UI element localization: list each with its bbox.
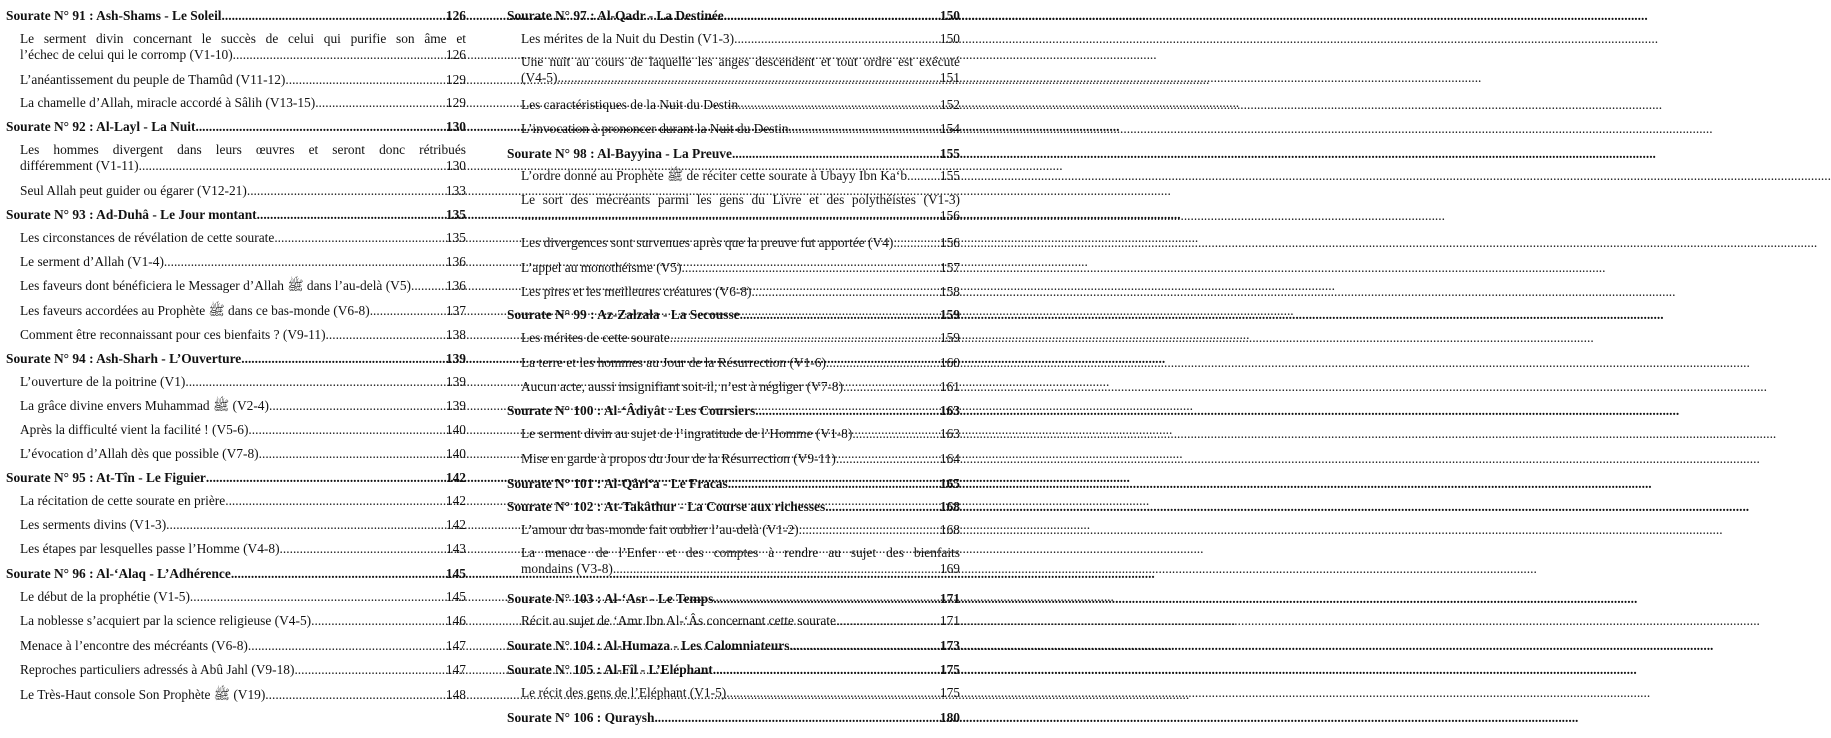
entry-title: Les divergences sont survenues après que la preuve fut apportée (V4)	[521, 235, 894, 250]
page-number: 168	[939, 522, 960, 537]
dot-leader	[907, 168, 939, 184]
page-number: 150	[939, 31, 960, 46]
page-number: 126	[445, 8, 466, 23]
dot-leader	[789, 638, 938, 654]
dot-leader	[370, 303, 445, 319]
toc-subentry[interactable]	[521, 97, 960, 113]
toc-subentry[interactable]	[521, 545, 960, 578]
toc-subentry[interactable]	[521, 355, 960, 371]
page-number: 147	[445, 638, 466, 653]
entry-title: Sourate N° 95 : At-Tîn - Le Figuier	[6, 470, 206, 485]
dot-leader	[190, 589, 445, 605]
entry-title: L’invocation à prononcer durant la Nuit du Destin	[521, 121, 789, 136]
toc-subentry[interactable]	[20, 446, 466, 462]
page-number: 139	[445, 398, 466, 413]
page-number: 168	[939, 499, 960, 514]
dot-leader	[225, 493, 445, 509]
page-number: 135	[445, 207, 466, 222]
entry-title-line: La menace de l’Enfer et des comptes à rendre au sujet des bienfaits	[521, 545, 960, 560]
page-number: 137	[445, 303, 466, 318]
toc-subentry[interactable]	[521, 54, 960, 87]
surah-heading-entry[interactable]	[6, 566, 466, 582]
surah-heading-entry[interactable]	[6, 470, 466, 486]
entry-title: Comment être reconnaissant pour ces bienfaits ? (V9-11)	[20, 327, 326, 342]
entry-title-line: Une nuit au cours de laquelle les anges descendent et tout ordre est exécuté	[521, 54, 960, 69]
page-number: 143	[445, 541, 466, 556]
entry-title: Le début de la prophétie (V1-5)	[20, 589, 190, 604]
toc-subentry[interactable]	[521, 613, 960, 629]
page-number: 145	[445, 589, 466, 604]
page-number: 175	[939, 685, 960, 700]
dot-leader	[713, 591, 939, 607]
dot-leader	[248, 638, 445, 654]
surah-heading-entry[interactable]	[507, 476, 960, 492]
page-number: 145	[445, 566, 466, 581]
entry-title: Sourate N° 93 : Ad-Duhâ - Le Jour montant	[6, 207, 257, 222]
toc-subentry[interactable]	[20, 662, 466, 678]
page-number: 151	[939, 70, 960, 86]
dot-leader	[265, 687, 445, 703]
toc-subentry[interactable]	[20, 72, 466, 88]
page-number: 130	[445, 158, 466, 174]
entry-title: L’évocation d’Allah dès que possible (V7-8)	[20, 446, 259, 461]
toc-subentry[interactable]	[20, 374, 466, 390]
page-number: 158	[939, 284, 960, 299]
toc-column-left	[6, 0, 466, 738]
dot-leader	[326, 327, 445, 343]
entry-title: Sourate N° 105 : Al-Fîl - L’Eléphant	[507, 662, 713, 677]
dot-leader	[724, 8, 939, 24]
toc-subentry[interactable]	[20, 638, 466, 654]
toc-subentry[interactable]	[20, 517, 466, 533]
page-number: 135	[445, 230, 466, 245]
toc-subentry[interactable]	[521, 31, 960, 47]
dot-leader	[521, 208, 939, 224]
page-number: 139	[445, 351, 466, 366]
surah-heading-entry[interactable]	[6, 8, 466, 24]
dot-leader	[139, 158, 445, 174]
toc-subentry[interactable]	[521, 522, 960, 538]
toc-subentry[interactable]	[20, 541, 466, 557]
entry-title: Le Très-Haut console Son Prophète ﷺ (V19)	[20, 687, 266, 702]
dot-leader	[195, 119, 444, 135]
entry-title: Sourate N° 104 : Al-Humaza - Les Calomniateurs	[507, 638, 790, 653]
surah-heading-entry[interactable]	[507, 662, 960, 678]
toc-subentry[interactable]	[20, 422, 466, 438]
entry-title: Le récit des gens de l’Eléphant (V1-5)	[521, 685, 727, 700]
page-number: 142	[445, 470, 466, 485]
entry-title: L’amour du bas-monde fait oublier l’au-delà (V1-2)	[521, 522, 799, 537]
page-number: 171	[939, 613, 960, 628]
page-number: 163	[939, 403, 960, 418]
surah-heading-entry[interactable]	[507, 638, 960, 654]
dot-leader	[259, 446, 445, 462]
entry-title: Le serment divin au sujet de l’ingratitude de l’Homme (V1-8)	[521, 426, 853, 441]
entry-title: Sourate N° 92 : Al-Layl - La Nuit	[6, 119, 196, 134]
entry-title: Les étapes par lesquelles passe l’Homme (V4-8)	[20, 541, 280, 556]
surah-heading-entry[interactable]	[507, 591, 960, 607]
toc-subentry[interactable]	[521, 379, 960, 395]
page-number: 163	[939, 426, 960, 441]
entry-title: Seul Allah peut guider ou égarer (V12-21)	[20, 183, 247, 198]
dot-leader	[231, 566, 445, 582]
entry-title: La chamelle d’Allah, miracle accordé à Sâlih (V13-15)	[20, 95, 316, 110]
page-number: 160	[939, 355, 960, 370]
dot-leader	[311, 613, 445, 629]
surah-heading-entry[interactable]	[507, 8, 960, 24]
toc-subentry[interactable]	[521, 284, 960, 300]
page-number: 138	[445, 327, 466, 342]
page-number: 155	[939, 146, 960, 161]
entry-title: Sourate N° 106 : Quraysh	[507, 710, 655, 725]
dot-leader	[740, 307, 939, 323]
entry-title: Les faveurs dont bénéficiera le Messager d’Allah ﷺ dans l’au-delà (V5)	[20, 278, 411, 293]
page-number: 146	[445, 613, 466, 628]
entry-title: Sourate N° 100 : Al-‘Âdiyât - Les Coursiers	[507, 403, 756, 418]
page-number: 130	[445, 119, 466, 134]
dot-leader	[411, 278, 445, 294]
entry-title: Menace à l’encontre des mécréants (V6-8)	[20, 638, 248, 653]
page-number: 154	[939, 121, 960, 136]
toc-subentry[interactable]	[521, 260, 960, 276]
dot-leader	[852, 426, 939, 442]
dot-leader	[233, 47, 445, 63]
dot-leader	[166, 517, 445, 533]
page-number: 139	[445, 374, 466, 389]
dot-leader	[728, 476, 939, 492]
page-number: 126	[445, 47, 466, 63]
dot-leader	[247, 183, 445, 199]
entry-title: Sourate N° 91 : Ash-Shams - Le Soleil	[6, 8, 222, 23]
toc-subentry[interactable]	[20, 303, 466, 319]
entry-title-line: Les hommes divergent dans leurs œuvres et seront donc rétribués	[20, 142, 466, 157]
entry-title: Après la difficulté vient la facilité ! (V5-6)	[20, 422, 249, 437]
dot-leader	[893, 235, 939, 251]
page-number: 140	[445, 422, 466, 437]
surah-heading-entry[interactable]	[507, 403, 960, 419]
entry-title: Le serment d’Allah (V1-4)	[20, 254, 164, 269]
surah-heading-entry[interactable]	[507, 146, 960, 162]
surah-heading-entry[interactable]	[6, 119, 466, 135]
entry-title: (V4-5)	[521, 70, 558, 86]
dot-leader	[752, 284, 939, 300]
dot-leader	[732, 146, 939, 162]
dot-leader	[294, 662, 444, 678]
surah-heading-entry[interactable]	[507, 710, 960, 726]
entry-title: Sourate N° 103 : Al-‘Asr - Le Temps	[507, 591, 714, 606]
entry-title: La terre et les hommes au Jour de la Résurrection (V1-6)	[521, 355, 826, 370]
toc-subentry[interactable]	[20, 183, 466, 199]
toc-subentry[interactable]	[521, 451, 960, 467]
dot-leader	[738, 97, 939, 113]
dot-leader	[654, 710, 938, 726]
dot-leader	[825, 499, 939, 515]
dot-leader	[315, 95, 445, 111]
dot-leader	[185, 374, 445, 390]
dot-leader	[799, 522, 939, 538]
entry-title: Les faveurs accordées au Prophète ﷺ dans ce bas-monde (V6-8)	[20, 303, 370, 318]
toc-subentry[interactable]	[521, 235, 960, 251]
toc-subentry[interactable]	[20, 254, 466, 270]
page-number: 147	[445, 662, 466, 677]
page-number: 169	[939, 561, 960, 577]
entry-title: Mise en garde à propos du Jour de la Résurrection (V9-11)	[521, 451, 836, 466]
toc-subentry[interactable]	[521, 192, 960, 225]
page-number: 152	[939, 97, 960, 112]
dot-leader	[269, 398, 445, 414]
page-number: 136	[445, 278, 466, 293]
page-number: 136	[445, 254, 466, 269]
dot-leader	[734, 31, 939, 47]
entry-title: mondains (V3-8)	[521, 561, 613, 577]
page-number: 155	[939, 168, 960, 183]
dot-leader	[206, 470, 445, 486]
page-number: 129	[445, 72, 466, 87]
toc-subentry[interactable]	[20, 278, 466, 294]
page-number: 159	[939, 330, 960, 345]
toc-subentry[interactable]	[521, 168, 960, 184]
dot-leader	[248, 422, 444, 438]
entry-title: L’ouverture de la poitrine (V1)	[20, 374, 186, 389]
dot-leader	[557, 70, 938, 86]
entry-title: L’appel au monothéisme (V5)	[521, 260, 682, 275]
entry-title: L’ordre donné au Prophète ﷺ de réciter cette sourate à Ubayy Ibn Ka‘b	[521, 168, 908, 183]
entry-title: La noblesse s’acquiert par la science religieuse (V4-5)	[20, 613, 312, 628]
dot-leader	[613, 561, 939, 577]
entry-title-line: Le serment divin concernant le succès de celui qui purifie son âme et	[20, 31, 466, 46]
entry-title: Aucun acte, aussi insignifiant soit-il, n’est à négliger (V7-8)	[521, 379, 844, 394]
entry-title: Les circonstances de révélation de cette sourate	[20, 230, 275, 245]
entry-title: différemment (V1-11)	[20, 158, 139, 174]
entry-title: Reproches particuliers adressés à Abû Jahl (V9-18)	[20, 662, 295, 677]
page-number: 173	[939, 638, 960, 653]
surah-heading-entry[interactable]	[6, 351, 466, 367]
toc-subentry[interactable]	[20, 31, 466, 64]
toc-subentry[interactable]	[521, 685, 960, 701]
entry-title: Les serments divins (V1-3)	[20, 517, 167, 532]
toc-subentry[interactable]	[521, 426, 960, 442]
dot-leader	[285, 72, 445, 88]
page-number: 175	[939, 662, 960, 677]
entry-title: Les mérites de cette sourate	[521, 330, 670, 345]
page-number: 157	[939, 260, 960, 275]
toc-subentry[interactable]	[20, 95, 466, 111]
entry-title: La grâce divine envers Muhammad ﷺ (V2-4)	[20, 398, 269, 413]
page-number: 140	[445, 446, 466, 461]
page-number: 171	[939, 591, 960, 606]
dot-leader	[836, 451, 939, 467]
dot-leader	[257, 207, 445, 223]
dot-leader	[843, 379, 939, 395]
toc-subentry[interactable]	[20, 327, 466, 343]
toc-subentry[interactable]	[20, 613, 466, 629]
toc-subentry[interactable]	[521, 330, 960, 346]
surah-heading-entry[interactable]	[507, 307, 960, 323]
entry-title: L’anéantissement du peuple de Thamûd (V11-12)	[20, 72, 286, 87]
page-number: 142	[445, 493, 466, 508]
toc-subentry[interactable]	[20, 687, 466, 703]
page-number: 159	[939, 307, 960, 322]
toc-subentry[interactable]	[20, 398, 466, 414]
entry-title: l’échec de celui qui le corromp (V1-10)	[20, 47, 233, 63]
page-number: 129	[445, 95, 466, 110]
dot-leader	[726, 685, 939, 701]
surah-heading-entry[interactable]	[507, 499, 960, 515]
toc-subentry[interactable]	[521, 121, 960, 137]
dot-leader	[222, 8, 445, 24]
dot-leader	[241, 351, 445, 367]
entry-title: Sourate N° 101 : Al-Qâri‘a - Le Fracas	[507, 476, 728, 491]
dot-leader	[755, 403, 939, 419]
entry-title: Sourate N° 98 : Al-Bayyina - La Preuve	[507, 146, 732, 161]
dot-leader	[164, 254, 445, 270]
entry-title: La récitation de cette sourate en prière	[20, 493, 226, 508]
entry-title: Sourate N° 94 : Ash-Sharh - L’Ouverture	[6, 351, 242, 366]
page-number: 150	[939, 8, 960, 23]
page-number: 148	[445, 687, 466, 702]
page-number: 164	[939, 451, 960, 466]
page-number: 165	[939, 476, 960, 491]
page-number: 156	[939, 235, 960, 250]
entry-title-line: Le sort des mécréants parmi les gens du Livre et des polythéistes (V1-3)	[521, 192, 960, 207]
dot-leader	[713, 662, 939, 678]
entry-title: Sourate N° 102 : At-Takâthur - La Course aux richesses	[507, 499, 826, 514]
toc-column-right	[507, 0, 960, 738]
dot-leader	[670, 330, 939, 346]
entry-title: Sourate N° 99 : Az-Zalzala - La Secousse	[507, 307, 740, 322]
dot-leader	[789, 121, 939, 137]
dot-leader	[682, 260, 939, 276]
entry-title: Les pires et les meilleures créatures (V6-8)	[521, 284, 752, 299]
toc-subentry[interactable]	[20, 493, 466, 509]
dot-leader	[826, 355, 939, 371]
page-number: 133	[445, 183, 466, 198]
entry-title: Les mérites de la Nuit du Destin (V1-3)	[521, 31, 735, 46]
entry-title: Les caractéristiques de la Nuit du Destin	[521, 97, 739, 112]
entry-title: Sourate N° 97 : Al-Qadr - La Destinée	[507, 8, 724, 23]
page-number: 142	[445, 517, 466, 532]
surah-heading-entry[interactable]	[6, 207, 466, 223]
toc-subentry[interactable]	[20, 589, 466, 605]
toc-subentry[interactable]	[20, 142, 466, 175]
entry-title: Sourate N° 96 : Al-‘Alaq - L’Adhérence	[6, 566, 231, 581]
toc-subentry[interactable]	[20, 230, 466, 246]
dot-leader	[280, 541, 445, 557]
page-number: 180	[939, 710, 960, 725]
dot-leader	[274, 230, 445, 246]
page-number: 156	[939, 208, 960, 224]
page-number: 161	[939, 379, 960, 394]
dot-leader	[836, 613, 939, 629]
entry-title: Récit au sujet de ‘Amr Ibn Al-‘Âs concernant cette sourate	[521, 613, 836, 628]
